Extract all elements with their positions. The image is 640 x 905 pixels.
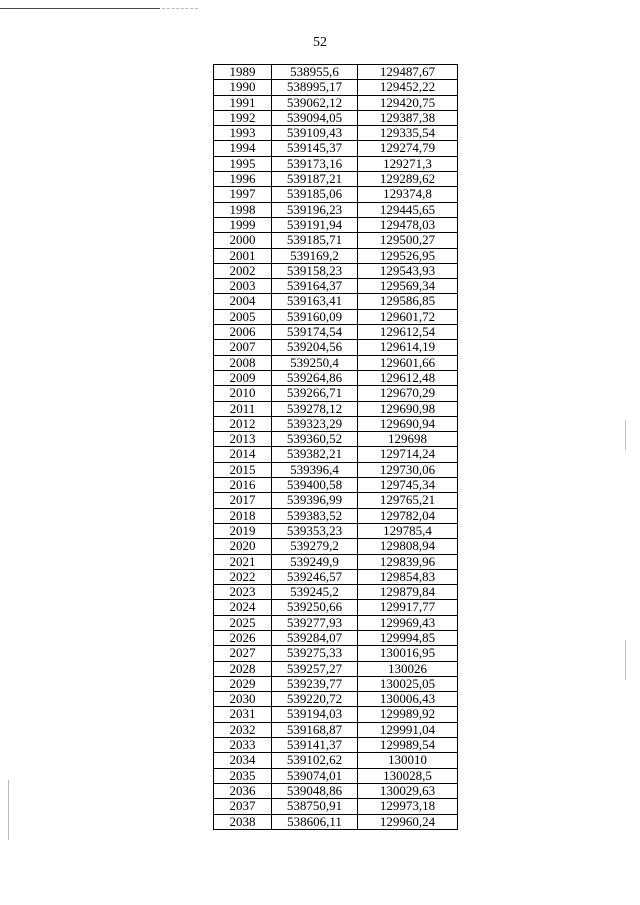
x-coordinate-cell: 539239,77	[272, 676, 358, 691]
y-coordinate-cell: 129543,93	[358, 263, 458, 278]
y-coordinate-cell: 129730,06	[358, 462, 458, 477]
margin-mark	[625, 420, 626, 450]
point-number-cell: 2021	[214, 554, 272, 569]
y-coordinate-cell: 129420,75	[358, 95, 458, 110]
table-row	[214, 585, 458, 600]
table-row	[214, 110, 458, 125]
table-row	[214, 814, 458, 829]
point-number-cell: 2002	[214, 263, 272, 278]
x-coordinate-cell: 539158,23	[272, 263, 358, 278]
x-coordinate-cell: 539360,52	[272, 432, 358, 447]
point-number-cell: 2007	[214, 340, 272, 355]
y-coordinate-cell: 129714,24	[358, 447, 458, 462]
x-coordinate-cell: 539094,05	[272, 110, 358, 125]
x-coordinate-cell: 539275,33	[272, 646, 358, 661]
table-row	[214, 799, 458, 814]
x-coordinate-cell: 539187,21	[272, 172, 358, 187]
point-number-cell: 1998	[214, 202, 272, 217]
x-coordinate-cell: 539277,93	[272, 615, 358, 630]
point-number-cell: 1990	[214, 80, 272, 95]
point-number-cell: 2001	[214, 248, 272, 263]
margin-mark	[8, 780, 9, 840]
y-coordinate-cell: 129586,85	[358, 294, 458, 309]
table-row	[214, 95, 458, 110]
x-coordinate-cell: 539141,37	[272, 738, 358, 753]
table-row	[214, 416, 458, 431]
table-row	[214, 340, 458, 355]
y-coordinate-cell: 130006,43	[358, 692, 458, 707]
y-coordinate-cell: 129374,8	[358, 187, 458, 202]
y-coordinate-cell: 129289,62	[358, 172, 458, 187]
point-number-cell: 2037	[214, 799, 272, 814]
x-coordinate-cell: 539396,99	[272, 493, 358, 508]
point-number-cell: 2028	[214, 661, 272, 676]
point-number-cell: 2026	[214, 630, 272, 645]
point-number-cell: 2011	[214, 401, 272, 416]
point-number-cell: 2034	[214, 753, 272, 768]
y-coordinate-cell: 130028,5	[358, 768, 458, 783]
point-number-cell: 2024	[214, 600, 272, 615]
y-coordinate-cell: 129335,54	[358, 126, 458, 141]
x-coordinate-cell: 539169,2	[272, 248, 358, 263]
page-number: 52	[313, 35, 327, 50]
x-coordinate-cell: 538955,6	[272, 65, 358, 80]
x-coordinate-cell: 539250,66	[272, 600, 358, 615]
table-row	[214, 692, 458, 707]
table-row	[214, 65, 458, 80]
point-number-cell: 1994	[214, 141, 272, 156]
x-coordinate-cell: 539249,9	[272, 554, 358, 569]
table-row	[214, 738, 458, 753]
y-coordinate-cell: 129879,84	[358, 585, 458, 600]
point-number-cell: 2014	[214, 447, 272, 462]
point-number-cell: 2005	[214, 309, 272, 324]
y-coordinate-cell: 129989,92	[358, 707, 458, 722]
table-row	[214, 279, 458, 294]
point-number-cell: 2019	[214, 523, 272, 538]
table-row	[214, 462, 458, 477]
point-number-cell: 1995	[214, 156, 272, 171]
x-coordinate-cell: 539168,87	[272, 722, 358, 737]
x-coordinate-cell: 539382,21	[272, 447, 358, 462]
y-coordinate-cell: 129614,19	[358, 340, 458, 355]
point-number-cell: 2025	[214, 615, 272, 630]
y-coordinate-cell: 129973,18	[358, 799, 458, 814]
y-coordinate-cell: 130026	[358, 661, 458, 676]
x-coordinate-cell: 539102,62	[272, 753, 358, 768]
point-number-cell: 2013	[214, 432, 272, 447]
table-row	[214, 370, 458, 385]
y-coordinate-cell: 130025,05	[358, 676, 458, 691]
table-row	[214, 248, 458, 263]
point-number-cell: 2030	[214, 692, 272, 707]
y-coordinate-cell: 129765,21	[358, 493, 458, 508]
y-coordinate-cell: 129969,43	[358, 615, 458, 630]
table-row	[214, 707, 458, 722]
point-number-cell: 2031	[214, 707, 272, 722]
y-coordinate-cell: 129690,94	[358, 416, 458, 431]
y-coordinate-cell: 129690,98	[358, 401, 458, 416]
table-row	[214, 447, 458, 462]
y-coordinate-cell: 129445,65	[358, 202, 458, 217]
x-coordinate-cell: 539194,03	[272, 707, 358, 722]
table-row	[214, 600, 458, 615]
x-coordinate-cell: 539185,06	[272, 187, 358, 202]
x-coordinate-cell: 539163,41	[272, 294, 358, 309]
x-coordinate-cell: 539323,29	[272, 416, 358, 431]
table-row	[214, 539, 458, 554]
point-number-cell: 1992	[214, 110, 272, 125]
point-number-cell: 2008	[214, 355, 272, 370]
table-row	[214, 172, 458, 187]
coordinates-table	[213, 64, 458, 830]
point-number-cell: 2000	[214, 233, 272, 248]
point-number-cell: 1991	[214, 95, 272, 110]
x-coordinate-cell: 539173,16	[272, 156, 358, 171]
x-coordinate-cell: 539174,54	[272, 325, 358, 340]
x-coordinate-cell: 539048,86	[272, 783, 358, 798]
point-number-cell: 2004	[214, 294, 272, 309]
point-number-cell: 2009	[214, 370, 272, 385]
point-number-cell: 2017	[214, 493, 272, 508]
table-row	[214, 432, 458, 447]
table-row	[214, 768, 458, 783]
table-row	[214, 187, 458, 202]
table-row	[214, 325, 458, 340]
point-number-cell: 2023	[214, 585, 272, 600]
point-number-cell: 2029	[214, 676, 272, 691]
y-coordinate-cell: 129960,24	[358, 814, 458, 829]
point-number-cell: 2010	[214, 386, 272, 401]
x-coordinate-cell: 539160,09	[272, 309, 358, 324]
table-row	[214, 126, 458, 141]
y-coordinate-cell: 129670,29	[358, 386, 458, 401]
x-coordinate-cell: 539400,58	[272, 478, 358, 493]
table-row	[214, 355, 458, 370]
scan-edge-line	[0, 8, 160, 9]
table-row	[214, 294, 458, 309]
y-coordinate-cell: 129994,85	[358, 630, 458, 645]
y-coordinate-cell: 129274,79	[358, 141, 458, 156]
table-row	[214, 401, 458, 416]
y-coordinate-cell: 129601,72	[358, 309, 458, 324]
point-number-cell: 2006	[214, 325, 272, 340]
x-coordinate-cell: 539074,01	[272, 768, 358, 783]
table-row	[214, 156, 458, 171]
point-number-cell: 2022	[214, 569, 272, 584]
point-number-cell: 2032	[214, 722, 272, 737]
x-coordinate-cell: 539109,43	[272, 126, 358, 141]
table-row	[214, 493, 458, 508]
x-coordinate-cell: 539196,23	[272, 202, 358, 217]
y-coordinate-cell: 129601,66	[358, 355, 458, 370]
y-coordinate-cell: 129782,04	[358, 508, 458, 523]
y-coordinate-cell: 129991,04	[358, 722, 458, 737]
y-coordinate-cell: 129839,96	[358, 554, 458, 569]
table-row	[214, 508, 458, 523]
point-number-cell: 2033	[214, 738, 272, 753]
y-coordinate-cell: 129452,22	[358, 80, 458, 95]
x-coordinate-cell: 539191,94	[272, 217, 358, 232]
table-row	[214, 386, 458, 401]
table-row	[214, 661, 458, 676]
table-row	[214, 646, 458, 661]
point-number-cell: 2035	[214, 768, 272, 783]
y-coordinate-cell: 129745,34	[358, 478, 458, 493]
table-row	[214, 141, 458, 156]
table-row	[214, 569, 458, 584]
x-coordinate-cell: 539396,4	[272, 462, 358, 477]
x-coordinate-cell: 539062,12	[272, 95, 358, 110]
point-number-cell: 2036	[214, 783, 272, 798]
y-coordinate-cell: 129569,34	[358, 279, 458, 294]
y-coordinate-cell: 129526,95	[358, 248, 458, 263]
table-row	[214, 630, 458, 645]
scan-edge-dash	[162, 8, 198, 9]
point-number-cell: 2015	[214, 462, 272, 477]
point-number-cell: 1989	[214, 65, 272, 80]
x-coordinate-cell: 539164,37	[272, 279, 358, 294]
point-number-cell: 2027	[214, 646, 272, 661]
x-coordinate-cell: 538995,17	[272, 80, 358, 95]
y-coordinate-cell: 129698	[358, 432, 458, 447]
y-coordinate-cell: 129917,77	[358, 600, 458, 615]
margin-mark	[625, 640, 626, 680]
y-coordinate-cell: 129854,83	[358, 569, 458, 584]
point-number-cell: 2012	[214, 416, 272, 431]
point-number-cell: 1997	[214, 187, 272, 202]
y-coordinate-cell: 130029,63	[358, 783, 458, 798]
y-coordinate-cell: 129478,03	[358, 217, 458, 232]
x-coordinate-cell: 538606,11	[272, 814, 358, 829]
y-coordinate-cell: 130016,95	[358, 646, 458, 661]
x-coordinate-cell: 539278,12	[272, 401, 358, 416]
point-number-cell: 1999	[214, 217, 272, 232]
table-row	[214, 783, 458, 798]
table-row	[214, 615, 458, 630]
x-coordinate-cell: 539266,71	[272, 386, 358, 401]
point-number-cell: 2003	[214, 279, 272, 294]
x-coordinate-cell: 539246,57	[272, 569, 358, 584]
y-coordinate-cell: 129271,3	[358, 156, 458, 171]
x-coordinate-cell: 539257,27	[272, 661, 358, 676]
y-coordinate-cell: 129612,54	[358, 325, 458, 340]
x-coordinate-cell: 539383,52	[272, 508, 358, 523]
table-row	[214, 309, 458, 324]
table-row	[214, 478, 458, 493]
x-coordinate-cell: 539185,71	[272, 233, 358, 248]
point-number-cell: 2038	[214, 814, 272, 829]
point-number-cell: 2018	[214, 508, 272, 523]
x-coordinate-cell: 539284,07	[272, 630, 358, 645]
y-coordinate-cell: 129487,67	[358, 65, 458, 80]
point-number-cell: 2020	[214, 539, 272, 554]
x-coordinate-cell: 539250,4	[272, 355, 358, 370]
coordinates-table-body	[214, 65, 458, 830]
point-number-cell: 1993	[214, 126, 272, 141]
x-coordinate-cell: 539245,2	[272, 585, 358, 600]
y-coordinate-cell: 130010	[358, 753, 458, 768]
table-row	[214, 217, 458, 232]
x-coordinate-cell: 538750,91	[272, 799, 358, 814]
table-row	[214, 80, 458, 95]
y-coordinate-cell: 129387,38	[358, 110, 458, 125]
y-coordinate-cell: 129808,94	[358, 539, 458, 554]
x-coordinate-cell: 539220,72	[272, 692, 358, 707]
x-coordinate-cell: 539353,23	[272, 523, 358, 538]
x-coordinate-cell: 539204,56	[272, 340, 358, 355]
table-row	[214, 554, 458, 569]
table-row	[214, 753, 458, 768]
table-row	[214, 233, 458, 248]
point-number-cell: 1996	[214, 172, 272, 187]
point-number-cell: 2016	[214, 478, 272, 493]
y-coordinate-cell: 129612,48	[358, 370, 458, 385]
table-row	[214, 263, 458, 278]
table-row	[214, 676, 458, 691]
y-coordinate-cell: 129989,54	[358, 738, 458, 753]
x-coordinate-cell: 539145,37	[272, 141, 358, 156]
table-row	[214, 722, 458, 737]
x-coordinate-cell: 539279,2	[272, 539, 358, 554]
x-coordinate-cell: 539264,86	[272, 370, 358, 385]
table-row	[214, 523, 458, 538]
y-coordinate-cell: 129785,4	[358, 523, 458, 538]
table-row	[214, 202, 458, 217]
y-coordinate-cell: 129500,27	[358, 233, 458, 248]
